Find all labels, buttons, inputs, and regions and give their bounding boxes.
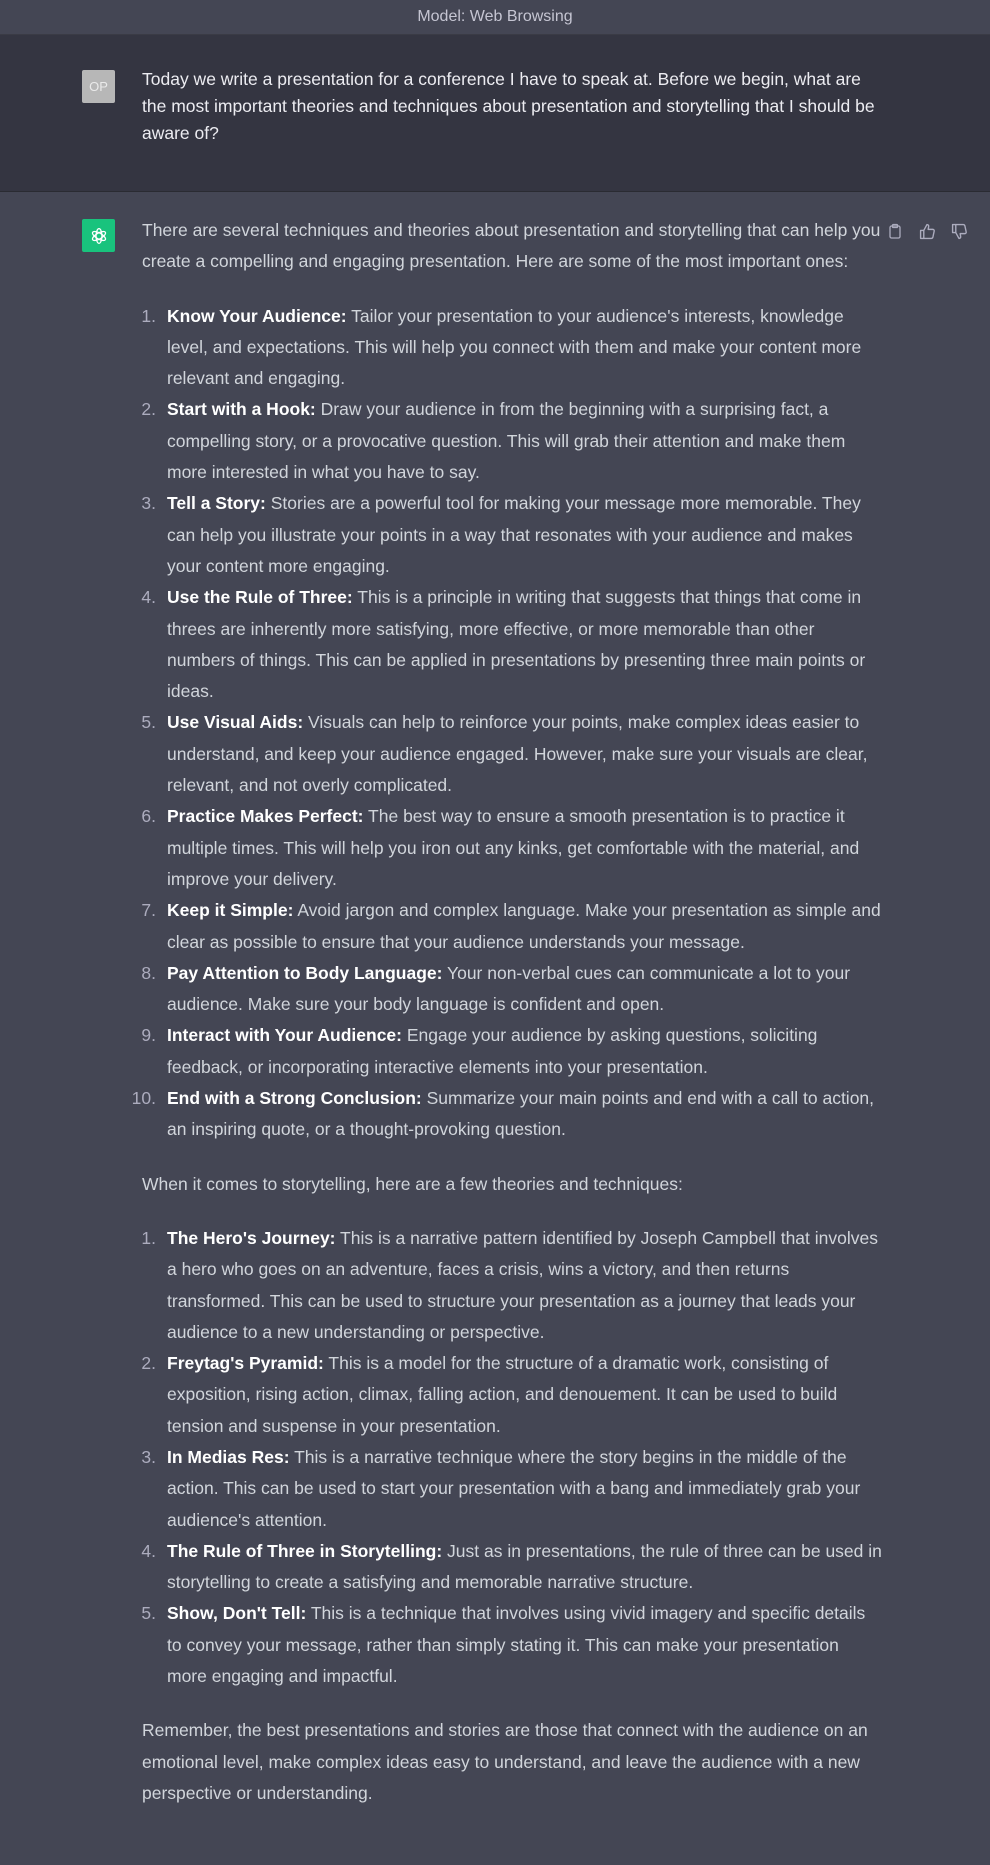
list-item: 4. The Rule of Three in Storytelling: Just as in presentations, the rule of three can be used in storytelling to create a satisfying and memorable narrative structure.	[141, 1540, 882, 1593]
copy-icon[interactable]	[884, 220, 906, 242]
list-item: 9. Interact with Your Audience: Engage your audience by asking questions, soliciting feedback, or incorporating interactive elements into your presentation.	[141, 1025, 818, 1077]
list-item: 1. Know Your Audience: Tailor your presentation to your audience's interests, knowledge level, and expectations. This will help you connect with them and make your content more relevant and engaging.	[141, 305, 862, 389]
list-item: 4. Use the Rule of Three: This is a principle in writing that suggests that things that come in threes are inherently more satisfying, more effective, or more memorable than other numbers of things. This can be applied in presentations by presenting three main points or ideas.	[141, 587, 866, 702]
list-item: 7. Keep it Simple: Avoid jargon and complex language. Make your presentation as simple and clear as possible to ensure that your audience understands your message.	[141, 900, 881, 952]
presentation-techniques-list	[131, 301, 882, 1146]
closing-paragraph: Remember, the best presentations and stories are those that connect with the audience on an emotional level, make complex ideas easy to understand, and leave the audience with a new perspective or understanding.	[142, 1720, 868, 1803]
chatgpt-logo-icon	[82, 219, 115, 252]
assistant-message-content	[131, 215, 882, 1809]
intro-paragraph: There are several techniques and theories about presentation and storytelling that can help you create a compelling and engaging presentation. Here are some of the most important ones:	[142, 220, 881, 272]
model-label: Model: Web Browsing	[0, 0, 990, 35]
list-item: 10. End with a Strong Conclusion: Summarize your main points and end with a call to action, an inspiring quote, or a thought-provoking question.	[131, 1088, 875, 1140]
user-message	[0, 35, 990, 192]
list-item: 2. Start with a Hook: Draw your audience in from the beginning with a surprising fact, a compelling story, or a provocative question. This will grab their attention and make them more interested in what you have to say.	[141, 399, 846, 483]
message-actions	[884, 220, 970, 242]
list-item: 8. Pay Attention to Body Language: Your non-verbal cues can communicate a lot to your audience. Make sure your body language is confident and open.	[141, 962, 851, 1015]
list-item: 5. Use Visual Aids: Visuals can help to reinforce your points, make complex ideas easier to understand, and keep your audience engaged. However, make sure your visuals are clear, relevant, and not overly complicated.	[141, 712, 868, 796]
list-item: 1. The Hero's Journey: This is a narrative pattern identified by Joseph Campbell that involves a hero who goes on an adventure, faces a crisis, wins a victory, and then returns transformed. This can be used to structure your presentation as a journey that leads your audience to a new understanding or perspective.	[141, 1227, 878, 1342]
thumbs-down-icon[interactable]	[948, 220, 970, 242]
assistant-message	[0, 192, 990, 1865]
storytelling-techniques-list	[142, 1223, 882, 1692]
list-item: 5. Show, Don't Tell: This is a technique that involves using vivid imagery and specific details to convey your message, rather than simply stating it. This can make your presentation more engaging and impactful.	[141, 1603, 866, 1687]
user-message-text: Today we write a presentation for a conference I have to speak at. Before we begin, what are the most important theories and techniques about presentation and storytelling that I should be aware of?	[142, 69, 875, 143]
user-avatar: OP	[82, 70, 115, 103]
thumbs-up-icon[interactable]	[916, 220, 938, 242]
list-item: 6. Practice Makes Perfect: The best way to ensure a smooth presentation is to practice it multiple times. This will help you iron out any kinks, get comfortable with the material, and improve your delivery.	[141, 806, 860, 889]
storytelling-intro: When it comes to storytelling, here are a few theories and techniques:	[142, 1173, 683, 1194]
list-item: 2. Freytag's Pyramid: This is a model for the structure of a dramatic work, consisting of exposition, rising action, climax, falling action, and denouement. It can be used to build tension and suspense in your presentation.	[141, 1353, 838, 1436]
list-item: 3. Tell a Story: Stories are a powerful tool for making your message more memorable. They can help you illustrate your points in a way that resonates with your audience and makes your content more engaging.	[141, 493, 861, 576]
list-item: 3. In Medias Res: This is a narrative technique where the story begins in the middle of the action. This can be used to start your presentation with a bang and immediately grab your audience's attention.	[141, 1446, 861, 1530]
